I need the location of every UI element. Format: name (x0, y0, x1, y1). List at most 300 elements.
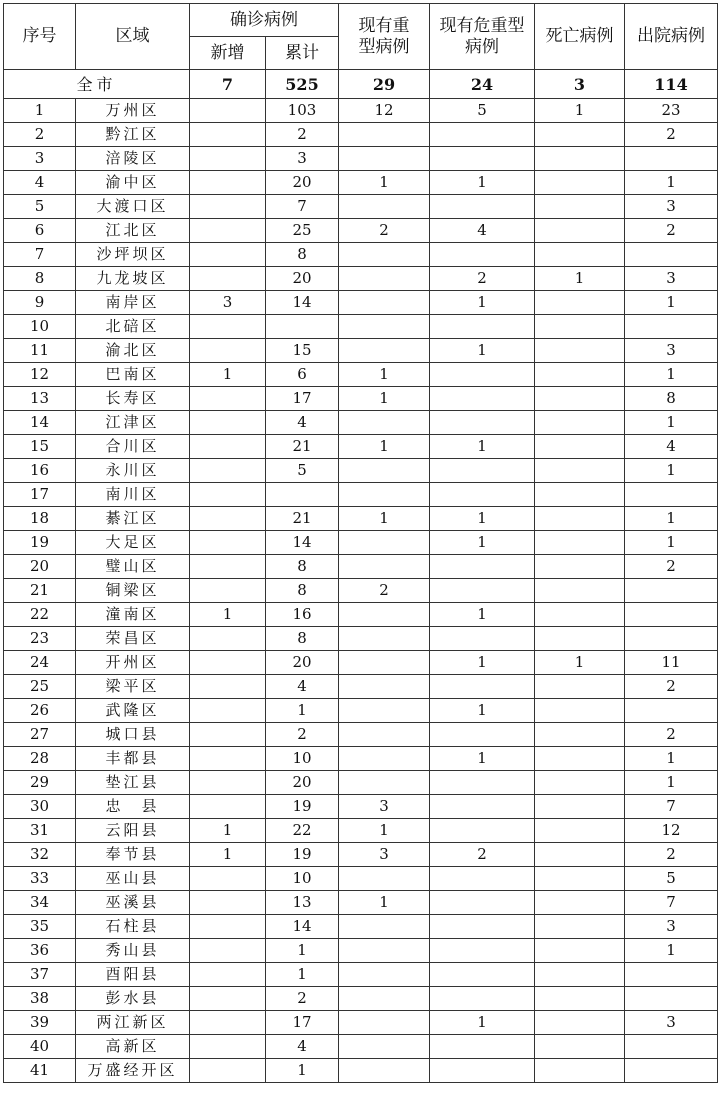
new-cell: 1 (190, 819, 266, 843)
seq-cell: 10 (4, 315, 76, 339)
discharged-cell: 3 (625, 915, 718, 939)
critical-cell (430, 963, 535, 987)
seq-cell: 21 (4, 579, 76, 603)
critical-cell (430, 915, 535, 939)
critical-cell (430, 243, 535, 267)
severe-cell (339, 627, 430, 651)
seq-cell: 26 (4, 699, 76, 723)
table-row (4, 1035, 718, 1059)
cumulative-cell: 3 (266, 147, 339, 171)
discharged-cell: 1 (625, 531, 718, 555)
table-row (4, 1059, 718, 1083)
cumulative-cell: 4 (266, 675, 339, 699)
new-cell (190, 531, 266, 555)
cumulative-cell: 13 (266, 891, 339, 915)
severe-cell: 1 (339, 171, 430, 195)
discharged-cell: 1 (625, 939, 718, 963)
region-cell: 万州区 (76, 99, 190, 123)
region-cell: 酉阳县 (76, 963, 190, 987)
discharged-cell (625, 579, 718, 603)
table-row (4, 1011, 718, 1035)
cumulative-cell: 1 (266, 699, 339, 723)
total-deaths: 3 (535, 70, 625, 99)
seq-cell: 39 (4, 1011, 76, 1035)
region-cell: 石柱县 (76, 915, 190, 939)
table-row (4, 627, 718, 651)
severe-cell (339, 1035, 430, 1059)
seq-cell: 11 (4, 339, 76, 363)
critical-cell: 1 (430, 339, 535, 363)
deaths-cell (535, 603, 625, 627)
deaths-cell (535, 243, 625, 267)
total-cumulative: 525 (266, 70, 339, 99)
table-row (4, 459, 718, 483)
cumulative-cell: 2 (266, 723, 339, 747)
discharged-cell: 7 (625, 795, 718, 819)
severe-cell (339, 291, 430, 315)
seq-cell: 4 (4, 171, 76, 195)
discharged-cell: 8 (625, 387, 718, 411)
cumulative-cell: 19 (266, 795, 339, 819)
deaths-cell (535, 387, 625, 411)
region-cell: 城口县 (76, 723, 190, 747)
cumulative-cell (266, 483, 339, 507)
deaths-cell (535, 531, 625, 555)
cumulative-cell: 2 (266, 123, 339, 147)
seq-cell: 29 (4, 771, 76, 795)
new-cell (190, 219, 266, 243)
region-cell: 璧山区 (76, 555, 190, 579)
region-cell: 大渡口区 (76, 195, 190, 219)
table-row (4, 699, 718, 723)
critical-cell (430, 675, 535, 699)
severe-cell (339, 867, 430, 891)
deaths-cell (535, 411, 625, 435)
region-cell: 秀山县 (76, 939, 190, 963)
region-cell: 忠 县 (76, 795, 190, 819)
seq-cell: 13 (4, 387, 76, 411)
discharged-cell (625, 603, 718, 627)
deaths-cell (535, 339, 625, 363)
new-cell (190, 483, 266, 507)
table-row (4, 651, 718, 675)
severe-cell (339, 531, 430, 555)
cumulative-cell: 19 (266, 843, 339, 867)
discharged-cell: 23 (625, 99, 718, 123)
severe-cell (339, 315, 430, 339)
table-row (4, 723, 718, 747)
region-cell: 永川区 (76, 459, 190, 483)
new-cell (190, 315, 266, 339)
table-row (4, 771, 718, 795)
deaths-cell (535, 483, 625, 507)
region-cell: 大足区 (76, 531, 190, 555)
discharged-cell (625, 243, 718, 267)
cumulative-cell: 5 (266, 459, 339, 483)
region-cell: 垫江县 (76, 771, 190, 795)
severe-cell (339, 939, 430, 963)
new-cell (190, 171, 266, 195)
deaths-cell (535, 459, 625, 483)
severe-cell: 1 (339, 435, 430, 459)
discharged-cell: 1 (625, 771, 718, 795)
severe-cell (339, 1059, 430, 1083)
seq-cell: 24 (4, 651, 76, 675)
deaths-cell (535, 147, 625, 171)
region-cell: 涪陵区 (76, 147, 190, 171)
new-cell (190, 987, 266, 1011)
discharged-cell: 11 (625, 651, 718, 675)
cumulative-cell: 14 (266, 531, 339, 555)
seq-cell: 5 (4, 195, 76, 219)
severe-cell: 1 (339, 507, 430, 531)
region-cell: 黔江区 (76, 123, 190, 147)
severe-cell (339, 195, 430, 219)
table-row (4, 891, 718, 915)
seq-cell: 28 (4, 747, 76, 771)
seq-cell: 36 (4, 939, 76, 963)
header-severe: 现有重型病例 (339, 4, 430, 70)
critical-cell: 1 (430, 603, 535, 627)
critical-cell (430, 819, 535, 843)
seq-cell: 32 (4, 843, 76, 867)
cumulative-cell: 10 (266, 747, 339, 771)
table-row (4, 435, 718, 459)
table-row (4, 363, 718, 387)
discharged-cell: 1 (625, 171, 718, 195)
region-cell: 开州区 (76, 651, 190, 675)
new-cell (190, 1035, 266, 1059)
critical-cell (430, 123, 535, 147)
severe-cell: 3 (339, 795, 430, 819)
seq-cell: 12 (4, 363, 76, 387)
table-row (4, 267, 718, 291)
total-new: 7 (190, 70, 266, 99)
critical-cell (430, 555, 535, 579)
seq-cell: 31 (4, 819, 76, 843)
discharged-cell: 5 (625, 867, 718, 891)
seq-cell: 16 (4, 459, 76, 483)
table-row (4, 243, 718, 267)
deaths-cell (535, 963, 625, 987)
region-cell: 荣昌区 (76, 627, 190, 651)
seq-cell: 1 (4, 99, 76, 123)
discharged-cell (625, 699, 718, 723)
cumulative-cell: 20 (266, 171, 339, 195)
cumulative-cell: 4 (266, 1035, 339, 1059)
table-row (4, 675, 718, 699)
table-row (4, 507, 718, 531)
discharged-cell: 1 (625, 747, 718, 771)
critical-cell (430, 411, 535, 435)
region-cell: 长寿区 (76, 387, 190, 411)
region-cell: 高新区 (76, 1035, 190, 1059)
total-severe: 29 (339, 70, 430, 99)
seq-cell: 20 (4, 555, 76, 579)
critical-cell: 1 (430, 171, 535, 195)
new-cell (190, 915, 266, 939)
table-row (4, 747, 718, 771)
discharged-cell (625, 1059, 718, 1083)
table-row (4, 867, 718, 891)
header-confirmed: 确诊病例 (190, 4, 339, 37)
table-row (4, 411, 718, 435)
cumulative-cell: 14 (266, 291, 339, 315)
critical-cell: 1 (430, 651, 535, 675)
critical-cell: 1 (430, 747, 535, 771)
deaths-cell (535, 363, 625, 387)
seq-cell: 17 (4, 483, 76, 507)
region-cell: 两江新区 (76, 1011, 190, 1035)
cumulative-cell: 17 (266, 387, 339, 411)
cumulative-cell: 8 (266, 627, 339, 651)
critical-cell: 1 (430, 1011, 535, 1035)
region-cell: 云阳县 (76, 819, 190, 843)
region-cell: 武隆区 (76, 699, 190, 723)
discharged-cell (625, 147, 718, 171)
seq-cell: 6 (4, 219, 76, 243)
new-cell (190, 627, 266, 651)
cumulative-cell: 14 (266, 915, 339, 939)
table-row (4, 603, 718, 627)
cumulative-cell: 4 (266, 411, 339, 435)
critical-cell: 1 (430, 291, 535, 315)
discharged-cell: 1 (625, 291, 718, 315)
new-cell (190, 243, 266, 267)
region-cell: 北碚区 (76, 315, 190, 339)
new-cell (190, 507, 266, 531)
cumulative-cell: 103 (266, 99, 339, 123)
new-cell (190, 963, 266, 987)
critical-cell (430, 363, 535, 387)
region-cell: 丰都县 (76, 747, 190, 771)
severe-cell (339, 963, 430, 987)
severe-cell (339, 459, 430, 483)
seq-cell: 19 (4, 531, 76, 555)
deaths-cell (535, 291, 625, 315)
discharged-cell: 2 (625, 123, 718, 147)
critical-cell (430, 987, 535, 1011)
cumulative-cell: 20 (266, 771, 339, 795)
deaths-cell (535, 555, 625, 579)
deaths-cell (535, 123, 625, 147)
cumulative-cell: 1 (266, 963, 339, 987)
region-cell: 南岸区 (76, 291, 190, 315)
cumulative-cell: 8 (266, 579, 339, 603)
deaths-cell (535, 771, 625, 795)
critical-cell (430, 579, 535, 603)
new-cell (190, 867, 266, 891)
severe-cell (339, 723, 430, 747)
critical-cell (430, 1059, 535, 1083)
deaths-cell (535, 579, 625, 603)
cumulative-cell: 6 (266, 363, 339, 387)
seq-cell: 35 (4, 915, 76, 939)
region-cell: 奉节县 (76, 843, 190, 867)
region-cell: 彭水县 (76, 987, 190, 1011)
cumulative-cell: 2 (266, 987, 339, 1011)
deaths-cell (535, 171, 625, 195)
deaths-cell (535, 867, 625, 891)
deaths-cell (535, 219, 625, 243)
deaths-cell: 1 (535, 267, 625, 291)
new-cell (190, 579, 266, 603)
table-row (4, 483, 718, 507)
deaths-cell (535, 843, 625, 867)
new-cell (190, 795, 266, 819)
new-cell: 3 (190, 291, 266, 315)
discharged-cell (625, 315, 718, 339)
severe-cell: 1 (339, 819, 430, 843)
seq-cell: 34 (4, 891, 76, 915)
severe-cell (339, 915, 430, 939)
total-row (4, 70, 718, 99)
critical-cell (430, 939, 535, 963)
critical-cell (430, 1035, 535, 1059)
severe-cell: 1 (339, 363, 430, 387)
critical-cell (430, 483, 535, 507)
table-row (4, 291, 718, 315)
critical-cell: 2 (430, 843, 535, 867)
critical-cell: 1 (430, 699, 535, 723)
cumulative-cell: 20 (266, 651, 339, 675)
deaths-cell (535, 1011, 625, 1035)
new-cell (190, 267, 266, 291)
discharged-cell: 4 (625, 435, 718, 459)
critical-cell: 1 (430, 531, 535, 555)
seq-cell: 37 (4, 963, 76, 987)
table-row (4, 123, 718, 147)
discharged-cell: 1 (625, 507, 718, 531)
severe-cell (339, 675, 430, 699)
case-statistics-table (3, 3, 718, 1083)
discharged-cell: 3 (625, 339, 718, 363)
discharged-cell: 3 (625, 195, 718, 219)
new-cell (190, 459, 266, 483)
discharged-cell (625, 1035, 718, 1059)
critical-cell (430, 315, 535, 339)
seq-cell: 18 (4, 507, 76, 531)
critical-cell (430, 147, 535, 171)
severe-cell: 2 (339, 219, 430, 243)
severe-cell (339, 123, 430, 147)
header-seq: 序号 (4, 4, 76, 70)
new-cell: 1 (190, 363, 266, 387)
severe-cell: 1 (339, 891, 430, 915)
severe-cell (339, 411, 430, 435)
discharged-cell (625, 963, 718, 987)
table-row (4, 339, 718, 363)
critical-cell: 1 (430, 507, 535, 531)
severe-cell (339, 699, 430, 723)
new-cell (190, 123, 266, 147)
cumulative-cell: 17 (266, 1011, 339, 1035)
critical-cell (430, 795, 535, 819)
discharged-cell: 7 (625, 891, 718, 915)
discharged-cell: 3 (625, 267, 718, 291)
deaths-cell (535, 699, 625, 723)
discharged-cell: 1 (625, 411, 718, 435)
severe-cell (339, 147, 430, 171)
severe-cell (339, 267, 430, 291)
deaths-cell (535, 1059, 625, 1083)
region-cell: 巴南区 (76, 363, 190, 387)
discharged-cell: 1 (625, 363, 718, 387)
cumulative-cell: 25 (266, 219, 339, 243)
cumulative-cell: 21 (266, 435, 339, 459)
region-cell: 万盛经开区 (76, 1059, 190, 1083)
discharged-cell (625, 987, 718, 1011)
critical-cell (430, 867, 535, 891)
severe-cell: 3 (339, 843, 430, 867)
seq-cell: 27 (4, 723, 76, 747)
deaths-cell (535, 795, 625, 819)
total-discharged: 114 (625, 70, 718, 99)
table-row (4, 555, 718, 579)
region-cell: 巫溪县 (76, 891, 190, 915)
new-cell (190, 651, 266, 675)
seq-cell: 25 (4, 675, 76, 699)
cumulative-cell: 8 (266, 555, 339, 579)
deaths-cell (535, 915, 625, 939)
deaths-cell (535, 1035, 625, 1059)
region-cell: 铜梁区 (76, 579, 190, 603)
deaths-cell (535, 507, 625, 531)
statistics-table-container (3, 3, 718, 1083)
region-cell: 綦江区 (76, 507, 190, 531)
new-cell (190, 891, 266, 915)
discharged-cell: 2 (625, 555, 718, 579)
discharged-cell: 2 (625, 843, 718, 867)
deaths-cell (535, 435, 625, 459)
cumulative-cell: 22 (266, 819, 339, 843)
total-critical: 24 (430, 70, 535, 99)
severe-cell (339, 483, 430, 507)
seq-cell: 30 (4, 795, 76, 819)
header-deaths: 死亡病例 (535, 4, 625, 70)
region-cell: 江北区 (76, 219, 190, 243)
deaths-cell (535, 747, 625, 771)
new-cell (190, 1011, 266, 1035)
severe-cell (339, 651, 430, 675)
region-cell: 江津区 (76, 411, 190, 435)
table-row (4, 531, 718, 555)
seq-cell: 2 (4, 123, 76, 147)
table-row (4, 387, 718, 411)
table-row (4, 819, 718, 843)
region-cell: 潼南区 (76, 603, 190, 627)
new-cell (190, 387, 266, 411)
new-cell: 1 (190, 603, 266, 627)
severe-cell (339, 603, 430, 627)
new-cell (190, 675, 266, 699)
severe-cell (339, 987, 430, 1011)
critical-cell (430, 387, 535, 411)
severe-cell (339, 555, 430, 579)
discharged-cell: 1 (625, 459, 718, 483)
new-cell: 1 (190, 843, 266, 867)
critical-cell (430, 891, 535, 915)
discharged-cell: 3 (625, 1011, 718, 1035)
region-cell: 巫山县 (76, 867, 190, 891)
deaths-cell (535, 819, 625, 843)
severe-cell (339, 771, 430, 795)
critical-cell: 2 (430, 267, 535, 291)
cumulative-cell: 10 (266, 867, 339, 891)
deaths-cell (535, 987, 625, 1011)
critical-cell: 4 (430, 219, 535, 243)
discharged-cell: 2 (625, 219, 718, 243)
